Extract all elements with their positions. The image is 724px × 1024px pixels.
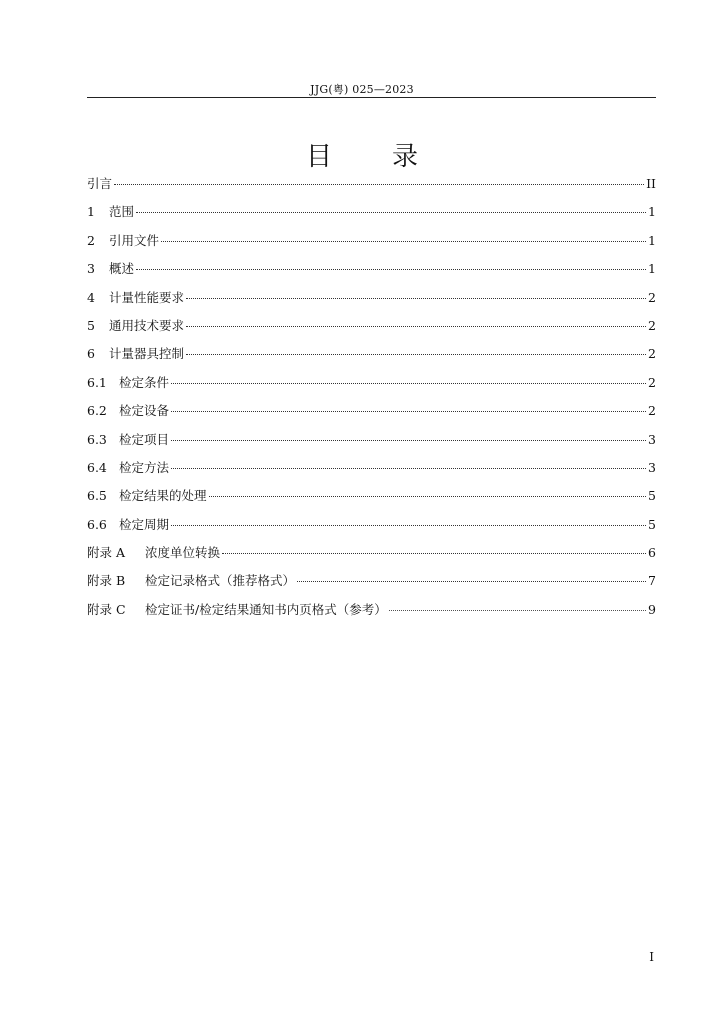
toc-entry-number: 6.5 <box>87 488 107 504</box>
toc-entry-6[interactable] <box>87 344 656 372</box>
dot-leader <box>171 383 646 384</box>
dot-leader <box>297 581 646 582</box>
dot-leader <box>114 184 644 185</box>
toc-entry-label: 概述 <box>109 261 135 277</box>
toc-entry-label: 检定周期 <box>119 516 170 532</box>
table-of-contents <box>87 174 656 628</box>
toc-entry-page: 5 <box>648 488 656 504</box>
toc-entry-6-6[interactable] <box>87 515 656 543</box>
toc-entry-page: 2 <box>648 403 656 419</box>
toc-entry-appendix-b[interactable] <box>87 571 656 599</box>
toc-entry-label: 引用文件 <box>109 232 160 248</box>
toc-entry-number: 4 <box>87 289 95 305</box>
toc-entry-page: 2 <box>648 289 656 305</box>
toc-entry-page: 6 <box>648 545 656 561</box>
toc-entry-label: 引言 <box>87 176 113 191</box>
toc-entry-label: 计量性能要求 <box>109 289 185 305</box>
toc-entry-number: 附录 B <box>87 573 126 589</box>
toc-entry-4[interactable] <box>87 288 656 316</box>
toc-entry-label: 检定项目 <box>119 431 170 447</box>
toc-entry-page: 7 <box>648 573 656 589</box>
toc-entry-number: 3 <box>87 261 95 277</box>
toc-entry-appendix-c[interactable] <box>87 600 656 628</box>
page-number: I <box>649 950 654 964</box>
toc-entry-page: 1 <box>648 204 656 220</box>
toc-entry-page: 2 <box>648 374 656 390</box>
document-code: JJG(粤) 025—2023 <box>310 83 414 96</box>
toc-entry-6-5[interactable] <box>87 486 656 514</box>
toc-entry-label: 检定设备 <box>119 403 170 419</box>
dot-leader <box>389 610 646 611</box>
dot-leader <box>171 411 646 412</box>
toc-entry-2[interactable] <box>87 231 656 259</box>
toc-entry-number: 附录 A <box>87 545 126 561</box>
toc-entry-label: 范围 <box>109 204 135 220</box>
header-divider <box>87 97 656 98</box>
toc-entry-label: 检定记录格式（推荐格式） <box>145 573 296 589</box>
toc-entry-page: 3 <box>648 431 656 447</box>
toc-entry-number: 6.4 <box>87 459 107 475</box>
toc-entry-page: 9 <box>648 601 656 617</box>
toc-entry-number: 6.1 <box>87 374 107 390</box>
dot-leader <box>186 326 646 327</box>
toc-entry-6-4[interactable] <box>87 458 656 486</box>
dot-leader <box>186 354 646 355</box>
toc-entry-number: 6.6 <box>87 516 107 532</box>
toc-entry-page: 5 <box>648 516 656 532</box>
toc-entry-5[interactable] <box>87 316 656 344</box>
toc-entry-page: II <box>646 176 656 191</box>
toc-entry-appendix-a[interactable] <box>87 543 656 571</box>
toc-entry-6-1[interactable] <box>87 373 656 401</box>
toc-entry-3[interactable] <box>87 259 656 287</box>
toc-entry-label: 检定方法 <box>119 459 170 475</box>
page-title: 目录 <box>305 142 478 172</box>
toc-entry-label: 计量器具控制 <box>109 346 185 362</box>
toc-entry-1[interactable] <box>87 202 656 230</box>
toc-entry-page: 3 <box>648 459 656 475</box>
toc-entry-page: 2 <box>648 317 656 333</box>
dot-leader <box>171 440 646 441</box>
dot-leader <box>222 553 646 554</box>
toc-entry-label: 检定证书/检定结果通知书内页格式（参考） <box>145 601 387 617</box>
toc-entry-6-3[interactable] <box>87 430 656 458</box>
toc-entry-label: 浓度单位转换 <box>145 545 221 561</box>
dot-leader <box>136 212 646 213</box>
toc-entry-page: 2 <box>648 346 656 362</box>
dot-leader <box>171 525 646 526</box>
toc-entry-page: 1 <box>648 261 656 277</box>
toc-entry-number: 6.3 <box>87 431 107 447</box>
dot-leader <box>209 496 646 497</box>
toc-entry-label: 检定条件 <box>119 374 170 390</box>
toc-entry-number: 附录 C <box>87 601 126 617</box>
toc-entry-number: 1 <box>87 204 95 220</box>
toc-entry-number: 6.2 <box>87 403 107 419</box>
toc-entry-page: 1 <box>648 232 656 248</box>
toc-entry-label: 检定结果的处理 <box>119 488 207 504</box>
toc-entry-number: 5 <box>87 317 95 333</box>
toc-entry-6-2[interactable] <box>87 401 656 429</box>
toc-entry-label: 通用技术要求 <box>109 317 185 333</box>
toc-entry-introduction[interactable] <box>87 174 656 202</box>
toc-entry-number: 6 <box>87 346 95 362</box>
dot-leader <box>136 269 646 270</box>
dot-leader <box>186 298 646 299</box>
toc-entry-number: 2 <box>87 232 95 248</box>
dot-leader <box>171 468 646 469</box>
dot-leader <box>161 241 646 242</box>
